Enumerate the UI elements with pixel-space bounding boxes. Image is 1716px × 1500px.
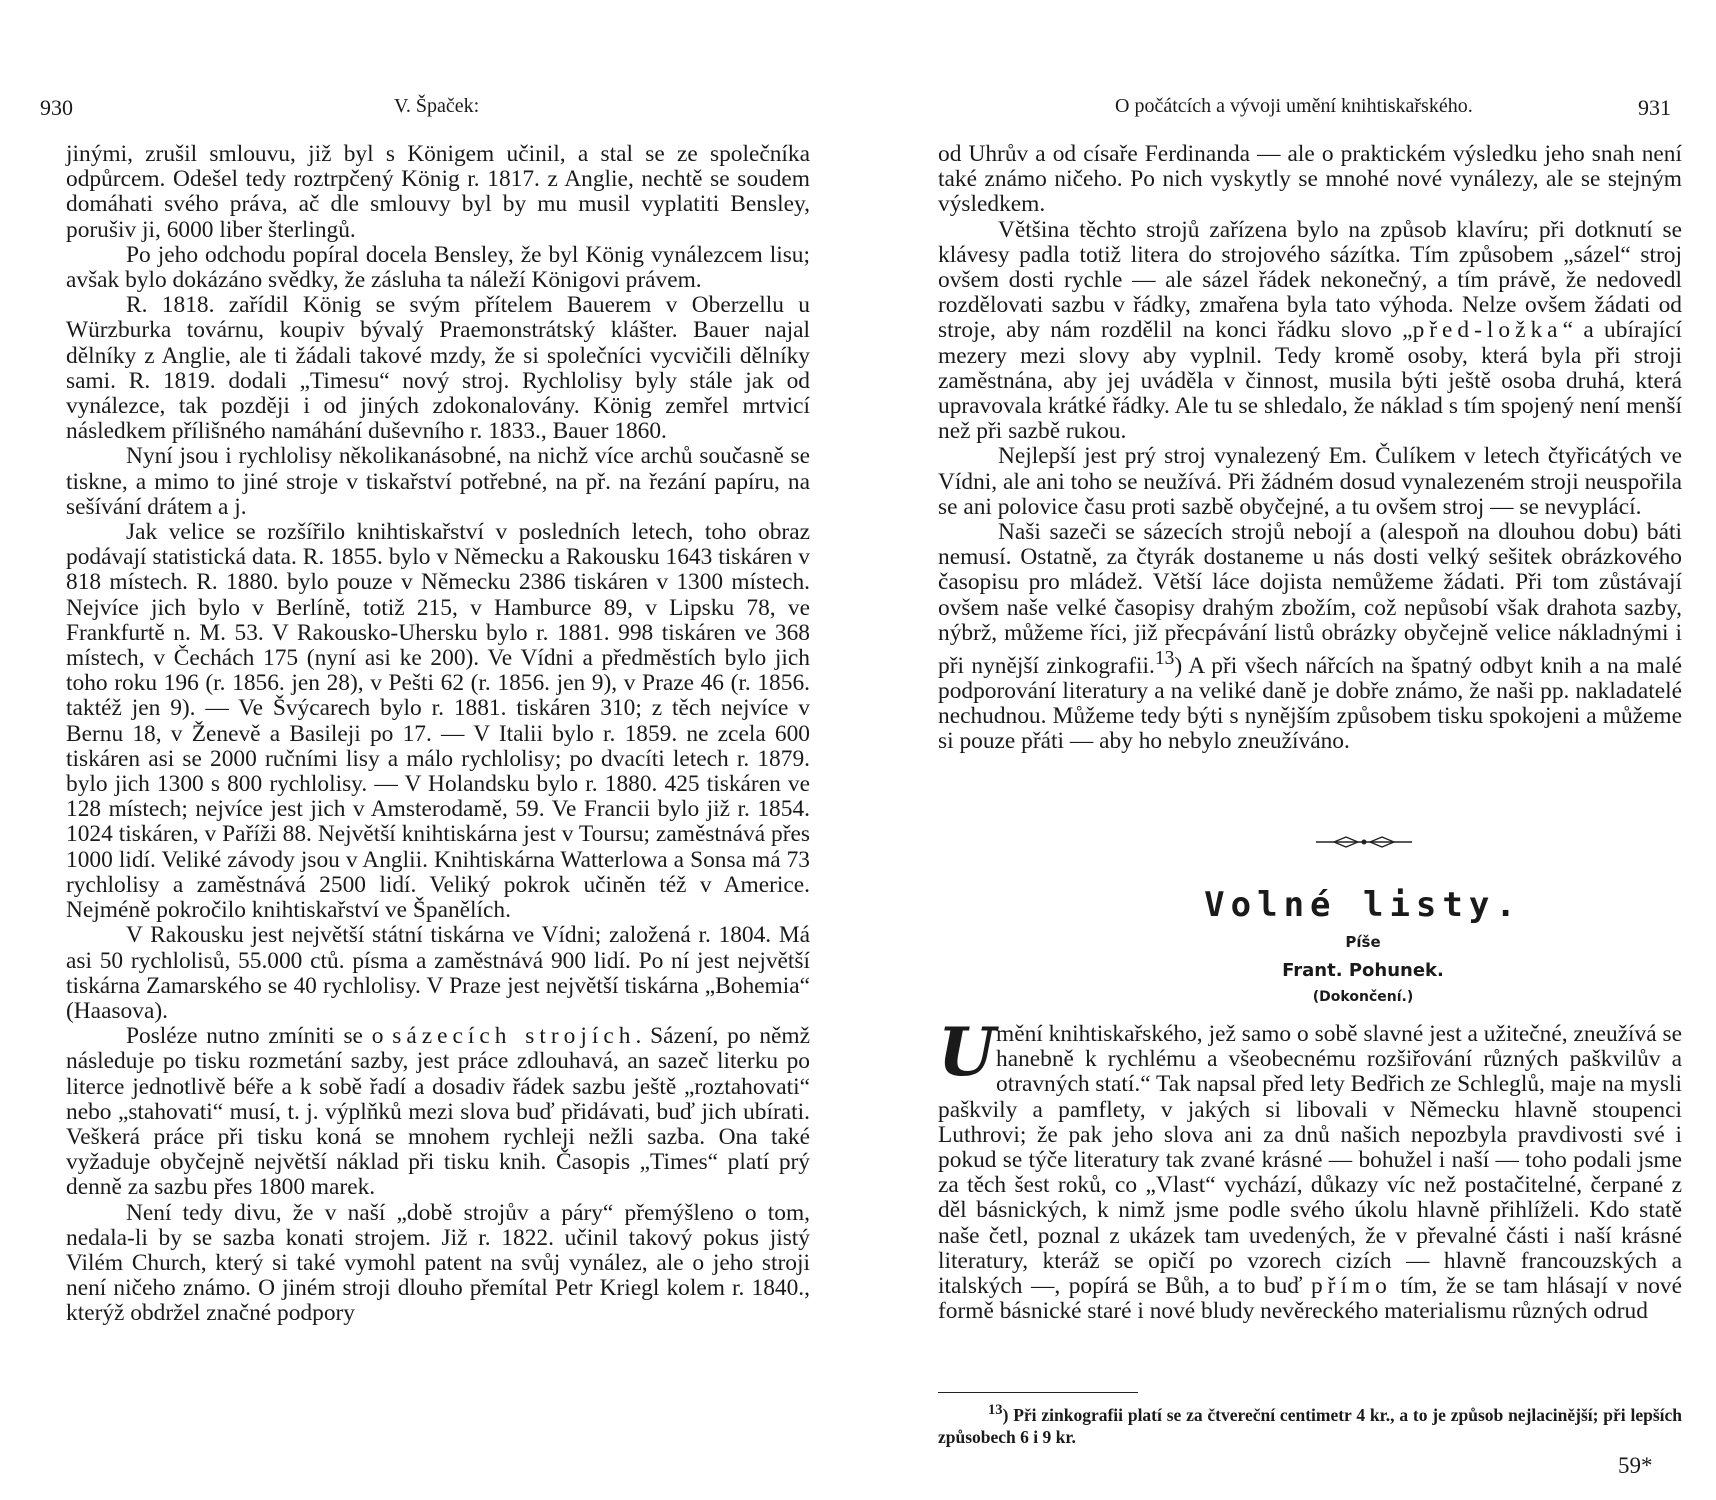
section-title: Volné listy. [1204,885,1522,925]
paragraph: Většina těchto strojů zařízena bylo na způsob klavíru; při dotknutí se klávesy padla totiž litera do strojového sázítka. Tím způsobem „sázel“ stroj ovšem dosti rychle — ale sázel řádek nekonečný, a tím právě, že nedovedl rozdělovati sazbu v řádky, zmařena byla tato výhoda. Nelze ovšem žádati od stroje, aby nám rozdělil na konci řádku slovo „před-ložka“ a ubírající mezery mezi slovy aby vyplnil. Tedy kromě osoby, která byla při stroji zaměstnána, aby jej uváděla v činnost, musila býti ještě osoba druhá, která upravovala krátké řádky. Ale tu se shledalo, že náklad s tím spojený není menší než při sazbě rukou. [938,216,1683,445]
section-byline: Píše [1345,933,1381,951]
paragraph: od Uhrův a od císaře Ferdinanda — ale o praktickém výsledku jeho snah není také známo ničeho. Po nich vyskytly se mnohé nové vynálezy, ale se stejným výsledkem. [938,141,1682,218]
left-column-text [66,142,810,1327]
footnote-text: $^{13}$) Při zinkografii platí se za čtvereční centimetr 4 kr., a to je způsob nejlacinější; při lepších způsobech 6 i 9 kr. [938,1402,1682,1447]
paragraph: R. 1818. zařídil König se svým přítelem Bauerem v Oberzellu u Würzburka továrnu, koupiv bývalý Praemonstrátský klášter. Bauer najal dělníky z Anglie, ale ti žádali takové mzdy, že si společníci vycvičili dělníky sami. R. 1819. dodali „Timesu“ nový stroj. Rychlolisy byly stále jak od vynálezce, tak později i od jiných zdokonalovány. König zemřel mrtvicí následkem přílišného namáhání duševního r. 1833., Bauer 1860. [66,292,810,445]
paragraph: Nejlepší jest prý stroj vynalezený Em. Čulíkem v letech čtyřicátých ve Vídni, ale ani toho se neužívá. Při žádném dosud vynalezeném stroji neuspořila se ani polovice času proti sazbě obyčejné, a tu ovšem stroj — se nevyplácí. [938,443,1682,520]
section-note: (Dokončení.) [1312,989,1414,1005]
page-number-right: 931 [1638,95,1671,120]
right-page [858,0,1716,1500]
running-head-right: O počátcích a vývoji umění knihtiskařského. [1115,95,1473,117]
paragraph: Posléze nutno zmíniti se o sázecích strojích. Sázení, po němž následuje po tisku rozmetání sazby, jest práce zdlouhavá, an sazeč literku po literce jednotlivě béře a k sobě řadí a dosadiv řádek sazbu ještě „roztahovati“ nebo „stahovati“ musí, t. j. výplňků mezi slova buď přidávati, buď jich ubírati. Veškerá práce při tisku koná se mnohem rychleji nežli sazba. Ona také vyžaduje obyčejně největší náklad při tisku knih. Časopis „Times“ platí prý denně za sazbu přes 1800 marek. [66,1023,810,1201]
paragraph: Nyní jsou i rychlolisy několikanásobné, na nichž více archů současně se tiskne, a mimo to jiné stroje v tiskařství potřebné, na př. na řezání papíru, na sešívání drátem a j. [66,443,810,520]
footnote-13 [938,1399,1682,1448]
footnote-rule [938,1392,1138,1393]
running-head-left: V. Špaček: [394,95,480,117]
paragraph: Jak velice se rozšířilo knihtiskařství v posledních letech, toho obraz podávají statistická data. R. 1855. bylo v Německu a Rakousku 1643 tiskáren v 818 místech. R. 1880. bylo pouze v Německu 2386 tiskáren v 1300 místech. Nejvíce jich bylo v Berlíně, totiž 215, v Hamburce 89, v Lipsku 78, ve Frankfurtě n. M. 53. V Rakousko-Uhersku bylo r. 1881. 998 tiskáren ve 368 místech, v Čechách 175 (nyní asi ke 200). Ve Vídni a předměstích bylo jich toho roku 196 (r. 1856. jen 28), v Pešti 62 (r. 1856. jen 9), v Praze 46 (r. 1856. taktéž jen 9). — Ve Švýcarech bylo r. 1881. tiskáren 310; z těch nejvíce v Bernu 18, v Ženevě a Basileji po 17. — V Italii bylo r. 1859. ne zcela 600 tiskáren asi se 2000 ručními lisy a málo rychlolisy; po dvacíti letech r. 1879. bylo jich 1300 s 800 rychlolisy. — V Holandsku bylo r. 1880. 425 tiskáren ve 128 místech; nejvíce jest jich v Amsterodamě, 59. Ve Francii bylo již r. 1854. 1024 tiskáren, v Paříži 88. Největší knihtiskárna jest v Toursu; zaměstnává přes 1000 lidí. Veliké závody jsou v Anglii. Knihtiskárna Watterlowa a Sonsa má 73 rychlolisy a zaměstnává 2500 lidí. Veliký pokrok učiněn též v Americe. Nejméně pokročilo knihtiskařství ve Španělích. [66,519,810,924]
paragraph: Není tedy divu, že v naší „době strojův a páry“ přemýšleno o tom, nedala-li by se sazba konati strojem. Již r. 1822. učinil takový pokus jistý Vilém Church, který si také vymohl patent na svůj vynález, ale o jeho stroji není ničeho známo. O jiném stroji dlouho přemítal Petr Kriegl kolem r. 1840., kterýž obdržel značné podpory [66,1199,810,1327]
section-author: Frant. Pohunek. [1282,960,1444,981]
paragraph: V Rakousku jest největší státní tiskárna ve Vídni; založená r. 1804. Má asi 50 rychlolisů, 55.000 ctů. písma a zaměstnává 900 lidí. Po ní jest největší tiskárna Zamarského se 40 rychlolisy. V Praze jest největší tiskárna „Bohemia“ (Haasova). [66,922,810,1024]
right-column-text [938,142,1682,755]
signature-mark: 59* [1618,1453,1653,1478]
divider-ornament-icon [1314,835,1414,849]
decorative-initial: U [938,1013,996,1091]
section-body [938,1013,1682,1325]
section-opening-text: mění knihtiskařského, jež samo o sobě slavné jest a užitečné, zneužívá se hanebně k rychlému a všeobecnému rozšiřování různých paškvilův a otravných statí.“ Tak napsal před lety Bedřich ze Schleglů, maje na mysli paškvily a pamflety, v jakých si libovali v Německu hlavně stoupenci Luthrovi; že pak jeho slova ani za dnů našich nepozbyla pravdivosti své i pokud se týče literatury tak zvané krásné — bohužel i naší — toho podali jsme za těch šest roků, co „Vlast“ vychází, důkazy víc než postačitelné, čerpané z děl básnických, k nimž jsme podle svého úkolu hlavně přihlíželi. Kdo statě naše četl, poznal z ukázek tam uvedených, že v převalné části i naší krásné literatury, kteráž se opičí po vzorech cizích — hlavně francouzských a italských —, popírá se Bůh, a to buď přímo tím, že se tam hlásají v nové formě básnické staré i nové bludy nevěreckého materialismu různých odrud [938,1021,1682,1325]
page-number-left: 930 [40,95,73,120]
paragraph: Naši sazeči se sázecích strojů nebojí a (alespoň na dlouhou dobu) báti nemusí. Ostatně, za čtyrák dostaneme u nás dosti velký sešitek obrázkového časopisu pro mládež. Větší láce dojista nemůžeme žádati. Při tom zůstávají ovšem naše velké časopisy drahým zbožím, což nepůsobí však drahota sazby, nýbrž, můžeme říci, již přecpávání listů obrázky obyčejně velice nákladnými i při nynější zinkografii.$^{13}$) A při všech nářcích na špatný odbyt knih a na malé podporování literatury a na veliké daně je dobře známo, že naši pp. nakladatelé nechudnou. Můžeme tedy býti s nynějším způsobem tisku spokojeni a můžeme si pouze přáti — aby ho nebylo zneužíváno. [938,519,1683,755]
paragraph: Po jeho odchodu popíral docela Bensley, že byl König vynálezcem lisu; avšak bylo dokázáno svědky, že zásluha ta náleží Königovi právem. [66,241,810,294]
paragraph: jinými, zrušil smlouvu, již byl s Königem učinil, a stal se ze společníka odpůrcem. Odešel tedy roztrpčený König r. 1817. z Anglie, nechtě se soudem domáhati svého práva, ač dle smlouvy byl by mu musil vyplatiti Bensley, porušiv ji, 6000 liber šterlingů. [66,141,810,243]
